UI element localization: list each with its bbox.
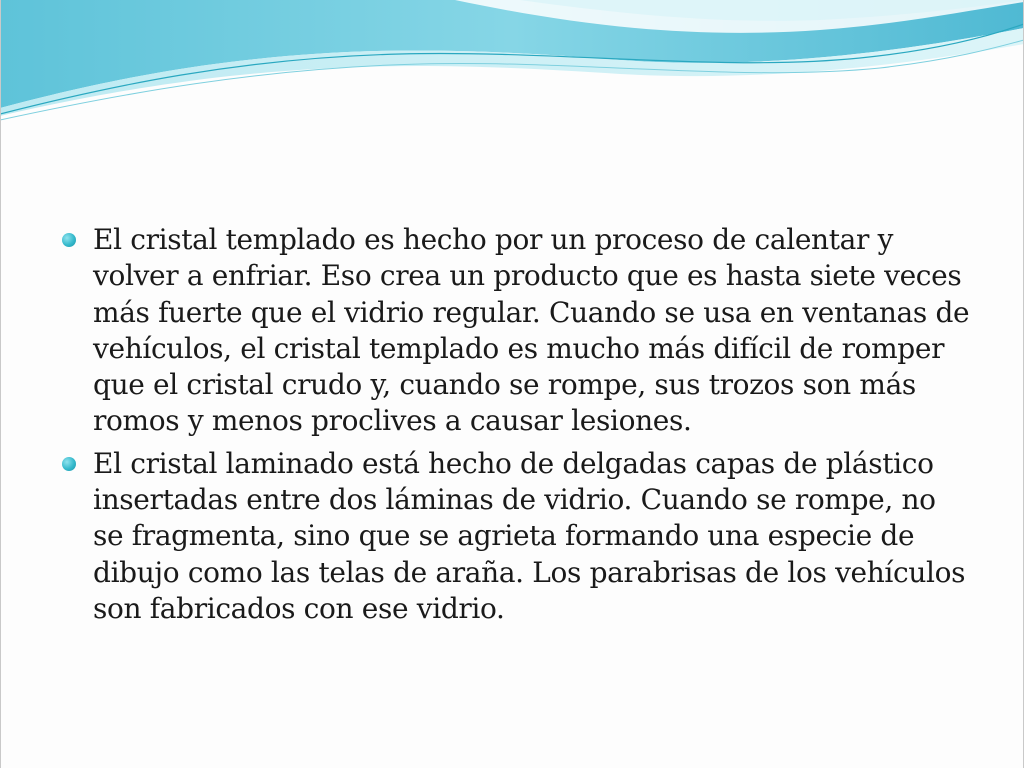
bullet-list: [62, 222, 972, 633]
bullet-text: El cristal templado es hecho por un proceso de calentar y volver a enfriar. Eso crea un producto que es hasta siete veces más fuerte que el vidrio regular. Cuando se usa en ventanas de vehículos, el cristal templado es mucho más difícil de romper que el cristal crudo y, cuando se rompe, sus trozos son más romos y menos proclives a causar lesiones.: [93, 223, 970, 438]
bullet-text: El cristal laminado está hecho de delgadas capas de plástico insertadas entre dos láminas de vidrio. Cuando se rompe, no se fragmenta, sino que se agrieta formando una especie de dibujo como las telas de araña. Los parabrisas de los vehículos son fabricados con ese vidrio.: [93, 446, 966, 625]
bullet-icon: [62, 457, 76, 471]
bullet-item: [62, 222, 972, 440]
bullet-item: [62, 446, 972, 627]
wave-header-decoration: [0, 0, 1024, 130]
bullet-icon: [62, 233, 76, 247]
